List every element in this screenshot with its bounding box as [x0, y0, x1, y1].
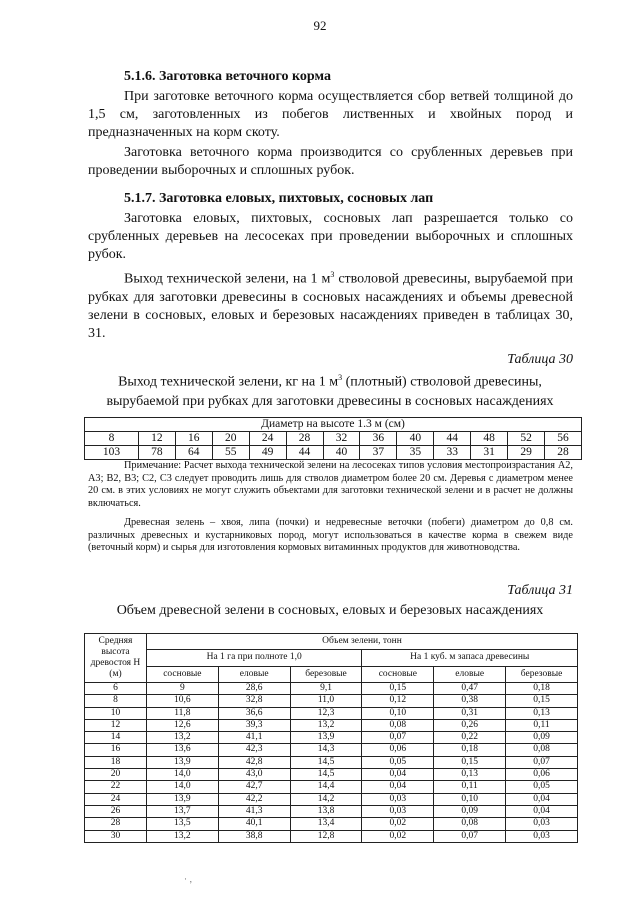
table-cell: 16	[85, 744, 147, 756]
table-cell: 8	[85, 695, 147, 707]
page-number: 92	[313, 18, 327, 33]
table-cell: 14,3	[290, 744, 362, 756]
table-31-species-header: березовые	[290, 666, 362, 682]
table-cell: 36,6	[218, 707, 290, 719]
table-31-title: Объем древесной зелени в сосновых, еловых и березовых насаждениях	[116, 603, 544, 618]
table-cell: 13,5	[146, 818, 218, 830]
table-cell: 0,18	[434, 744, 506, 756]
table-row	[85, 830, 578, 842]
table-cell: 0,03	[362, 793, 434, 805]
table-cell: 42,3	[218, 744, 290, 756]
table-cell: 14,2	[290, 793, 362, 805]
table-30-value-cell: 29	[508, 446, 545, 460]
table-30-header-row	[85, 418, 582, 432]
table-cell: 0,02	[362, 818, 434, 830]
table-cell: 22	[85, 781, 147, 793]
section-heading-5-1-7: 5.1.7. Заготовка еловых, пихтовых, сосновых лап	[124, 191, 434, 206]
section-5-1-7-paragraph-2: Выход технической зелени, на 1 $м^3$ стволовой древесины, вырубаемой при рубках для заготовки древесины в сосновых насаждениях и объемы древесной зелени в сосновых, еловых и березовых насаждениях приведен в таблицах 30, 31.	[88, 270, 573, 341]
table-cell: 0,08	[362, 719, 434, 731]
table-cell: 12,6	[146, 719, 218, 731]
table-cell: 0,09	[434, 805, 506, 817]
table-row	[85, 707, 578, 719]
table-cell: 0,07	[434, 830, 506, 842]
table-cell: 0,04	[506, 805, 578, 817]
table-row	[85, 793, 578, 805]
table-row	[85, 719, 578, 731]
table-cell: 12,3	[290, 707, 362, 719]
table-cell: 13,4	[290, 818, 362, 830]
table-31-species-header: сосновые	[146, 666, 218, 682]
table-31-species-header: березовые	[506, 666, 578, 682]
table-cell: 26	[85, 805, 147, 817]
table-30-diameter-cell: 40	[397, 432, 434, 446]
table-cell: 0,10	[362, 707, 434, 719]
table-cell: 14,5	[290, 756, 362, 768]
table-31-label: Таблица 31	[507, 583, 573, 598]
table-30-value-cell: 64	[175, 446, 212, 460]
table-30-header: Диаметр на высоте 1.3 м (см)	[85, 418, 582, 432]
table-30-value-cell: 33	[434, 446, 471, 460]
table-cell: 30	[85, 830, 147, 842]
table-cell: 40,1	[218, 818, 290, 830]
table-cell: 11,0	[290, 695, 362, 707]
table-cell: 0,13	[506, 707, 578, 719]
table-cell: 18	[85, 756, 147, 768]
table-30-value-cell: 103	[85, 446, 139, 460]
table-cell: 14,0	[146, 769, 218, 781]
table-30-value-cell: 55	[212, 446, 249, 460]
table-cell: 0,04	[362, 769, 434, 781]
table-cell: 13,2	[146, 732, 218, 744]
section-5-1-7-paragraph-1: Заготовка еловых, пихтовых, сосновых лап разрешается только со срубленных деревьев на лесосеках при проведении выборочных и сплошных рубок.	[88, 211, 573, 262]
table-row	[85, 695, 578, 707]
table-cell: 0,06	[506, 769, 578, 781]
table-cell: 10	[85, 707, 147, 719]
table-cell: 32,8	[218, 695, 290, 707]
table-30-value-cell: 78	[138, 446, 175, 460]
table-31-species-header: еловые	[218, 666, 290, 682]
table-30-diameter-cell: 12	[138, 432, 175, 446]
table-cell: 14	[85, 732, 147, 744]
table-cell: 42,2	[218, 793, 290, 805]
table-cell: 0,10	[434, 793, 506, 805]
table-row	[85, 818, 578, 830]
table-31-height-header: Средняя высота древостоя Н (м)	[85, 634, 147, 683]
table-30-diameter-cell: 56	[545, 432, 582, 446]
table-30-value-row	[85, 446, 582, 460]
table-cell: 6	[85, 683, 147, 695]
scan-mark: · ‚	[184, 874, 193, 884]
table-cell: 12,8	[290, 830, 362, 842]
table-cell: 0,03	[506, 818, 578, 830]
table-row	[85, 732, 578, 744]
table-cell: 12	[85, 719, 147, 731]
table-30-value-cell: 35	[397, 446, 434, 460]
table-cell: 13,6	[146, 744, 218, 756]
table-cell: 0,05	[362, 756, 434, 768]
table-cell: 41,1	[218, 732, 290, 744]
table-cell: 0,15	[506, 695, 578, 707]
table-row	[85, 769, 578, 781]
table-30-value-cell: 31	[471, 446, 508, 460]
table-row	[85, 756, 578, 768]
table-31-species-header: сосновые	[362, 666, 434, 682]
table-cell: 0,11	[434, 781, 506, 793]
table-cell: 0,47	[434, 683, 506, 695]
table-cell: 14,0	[146, 781, 218, 793]
table-cell: 39,3	[218, 719, 290, 731]
table-cell: 10,6	[146, 695, 218, 707]
table-31-species-header: еловые	[434, 666, 506, 682]
section-5-1-6-paragraph-1: При заготовке веточного корма осуществляется сбор ветвей толщиной до 1,5 см, заготовленных из побегов лиственных и хвойных пород и предназначенных на корм скоту.	[88, 89, 573, 140]
table-30-diameter-cell: 8	[85, 432, 139, 446]
table-30-value-cell: 37	[360, 446, 397, 460]
table-31	[84, 633, 578, 843]
table-cell: 28	[85, 818, 147, 830]
table-31-per-m3-header: На 1 куб. м запаса древесины	[362, 650, 578, 666]
table-cell: 20	[85, 769, 147, 781]
table-cell: 0,18	[506, 683, 578, 695]
table-row	[85, 744, 578, 756]
table-31-per-ha-header: На 1 га при полноте 1,0	[146, 650, 362, 666]
table-cell: 13,8	[290, 805, 362, 817]
table-30-diameter-cell: 44	[434, 432, 471, 446]
table-cell: 28,6	[218, 683, 290, 695]
table-cell: 13,2	[290, 719, 362, 731]
table-cell: 0,31	[434, 707, 506, 719]
table-31-volume-header: Объем зелени, тонн	[146, 634, 577, 650]
table-30-diameter-cell: 32	[323, 432, 360, 446]
table-30-note-2: Древесная зелень – хвоя, липа (почки) и недревесные веточки (побеги) диаметром до 0,8 см. различных древесных и кустарниковых пород, могут использоваться в качестве корма в свежем виде (веточный корм) и сырья для изготовления кормовых витаминных продуктов для животноводства.	[88, 517, 573, 554]
table-cell: 13,9	[146, 793, 218, 805]
table-cell: 43,0	[218, 769, 290, 781]
table-cell: 0,04	[506, 793, 578, 805]
table-cell: 11,8	[146, 707, 218, 719]
table-cell: 42,7	[218, 781, 290, 793]
section-heading-5-1-6: 5.1.6. Заготовка веточного корма	[124, 69, 331, 84]
table-cell: 0,11	[506, 719, 578, 731]
section-5-1-6-paragraph-2: Заготовка веточного корма производится со срубленных деревьев при проведении выборочных и сплошных рубок.	[88, 145, 573, 178]
table-30-diameter-cell: 36	[360, 432, 397, 446]
table-cell: 0,08	[506, 744, 578, 756]
table-cell: 0,06	[362, 744, 434, 756]
table-cell: 0,07	[362, 732, 434, 744]
table-cell: 13,9	[290, 732, 362, 744]
table-cell: 0,12	[362, 695, 434, 707]
table-row	[85, 683, 578, 695]
table-cell: 14,5	[290, 769, 362, 781]
table-cell: 0,15	[434, 756, 506, 768]
table-30-diameter-cell: 16	[175, 432, 212, 446]
table-30-note-1: Примечание: Расчет выхода технической зелени на лесосеках типов условия местопроизрастания А2, А3; В2, В3; С2, С3 следует проводить лишь для стволов диаметром более 20 см. Деревья с диаметром менее 20 см. в этих условиях не могут служить объектами для заготовки технической зелени и в расчет не должны включаться.	[88, 460, 573, 509]
table-30-value-cell: 28	[545, 446, 582, 460]
table-cell: 0,05	[506, 781, 578, 793]
table-cell: 0,38	[434, 695, 506, 707]
table-30-diameter-row	[85, 432, 582, 446]
table-cell: 0,03	[362, 805, 434, 817]
table-cell: 0,13	[434, 769, 506, 781]
table-30-diameter-cell: 20	[212, 432, 249, 446]
table-cell: 0,26	[434, 719, 506, 731]
table-cell: 9,1	[290, 683, 362, 695]
table-31-species-row	[85, 666, 578, 682]
table-cell: 24	[85, 793, 147, 805]
table-cell: 0,22	[434, 732, 506, 744]
table-cell: 13,7	[146, 805, 218, 817]
table-row	[85, 781, 578, 793]
table-30	[84, 417, 582, 460]
table-30-value-cell: 49	[249, 446, 286, 460]
table-cell: 41,3	[218, 805, 290, 817]
table-cell: 0,15	[362, 683, 434, 695]
table-30-value-cell: 40	[323, 446, 360, 460]
table-cell: 0,08	[434, 818, 506, 830]
table-cell: 13,2	[146, 830, 218, 842]
table-30-label: Таблица 30	[507, 352, 573, 367]
table-30-value-cell: 44	[286, 446, 323, 460]
table-30-diameter-cell: 48	[471, 432, 508, 446]
table-cell: 0,07	[506, 756, 578, 768]
table-30-title: Выход технической зелени, кг на 1 $м^3$ (плотный) стволовой древесины, вырубаемой при рубках для заготовки древесины в сосновых насаждениях	[106, 373, 554, 409]
table-cell: 0,03	[506, 830, 578, 842]
table-30-diameter-cell: 28	[286, 432, 323, 446]
table-cell: 14,4	[290, 781, 362, 793]
table-cell: 38,8	[218, 830, 290, 842]
table-cell: 0,04	[362, 781, 434, 793]
table-31-body	[85, 683, 578, 843]
table-cell: 0,02	[362, 830, 434, 842]
table-cell: 42,8	[218, 756, 290, 768]
table-30-diameter-cell: 24	[249, 432, 286, 446]
table-row	[85, 805, 578, 817]
table-cell: 13,9	[146, 756, 218, 768]
table-cell: 9	[146, 683, 218, 695]
table-cell: 0,09	[506, 732, 578, 744]
table-30-diameter-cell: 52	[508, 432, 545, 446]
